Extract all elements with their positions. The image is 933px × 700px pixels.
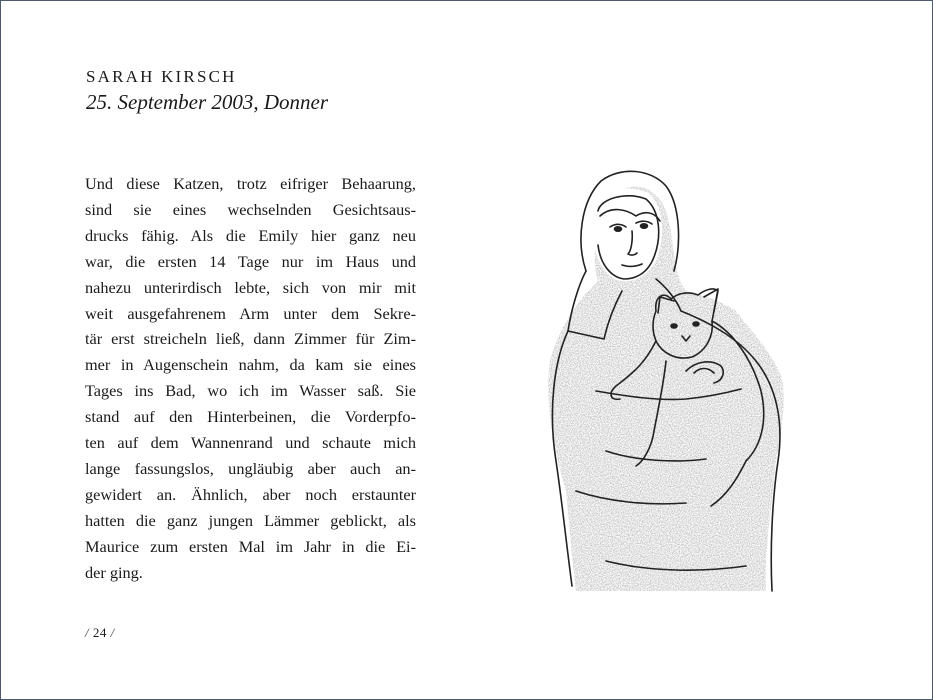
text-line: sind sie eines wechselnden Gesichtsaus- bbox=[85, 199, 416, 219]
text-line: drucks fähig. Als die Emily hier ganz neu bbox=[85, 225, 416, 245]
text-line: Tages ins Bad, wo ich im Wasser saß. Sie bbox=[85, 381, 416, 401]
text-line: nahezu unterirdisch lebte, sich von mir mit bbox=[85, 277, 416, 297]
body-text bbox=[85, 171, 416, 586]
text-line: hatten die ganz jungen Lämmer geblickt, als bbox=[85, 510, 416, 530]
text-line: weit ausgefahrenem Arm unter dem Sekre- bbox=[85, 303, 416, 323]
text-line: tär erst streicheln ließ, dann Zimmer für Zim- bbox=[85, 329, 416, 349]
text-line: mer in Augenschein nahm, da kam sie eines bbox=[85, 355, 416, 375]
text-line: war, die ersten 14 Tage nur im Haus und bbox=[85, 251, 416, 271]
page-number bbox=[85, 625, 115, 641]
text-line: Und diese Katzen, trotz eifriger Behaarung, bbox=[85, 174, 416, 193]
text-line: gewidert an. Ähnlich, aber noch erstaunter bbox=[85, 484, 416, 504]
folio-separator-right: / bbox=[110, 625, 115, 640]
text-line: Maurice zum ersten Mal im Jahr in die Ei- bbox=[85, 536, 416, 556]
coat-shading bbox=[548, 187, 784, 591]
text-line: lange fassungslos, ungläubig aber auch an- bbox=[85, 458, 416, 478]
woman-holding-cat-drawing-icon bbox=[536, 161, 801, 606]
text-line: der ging. bbox=[85, 562, 143, 582]
page-number-value: 24 bbox=[92, 625, 107, 640]
text-line: ten auf dem Wannenrand und schaute mich bbox=[85, 433, 416, 453]
entry-title: 25. September 2003, Donner bbox=[86, 90, 329, 114]
folio-separator-left: / bbox=[85, 625, 90, 640]
text-line: stand auf den Hinterbeinen, die Vorderpfo- bbox=[85, 407, 416, 427]
author-name: SARAH KIRSCH bbox=[86, 67, 237, 86]
